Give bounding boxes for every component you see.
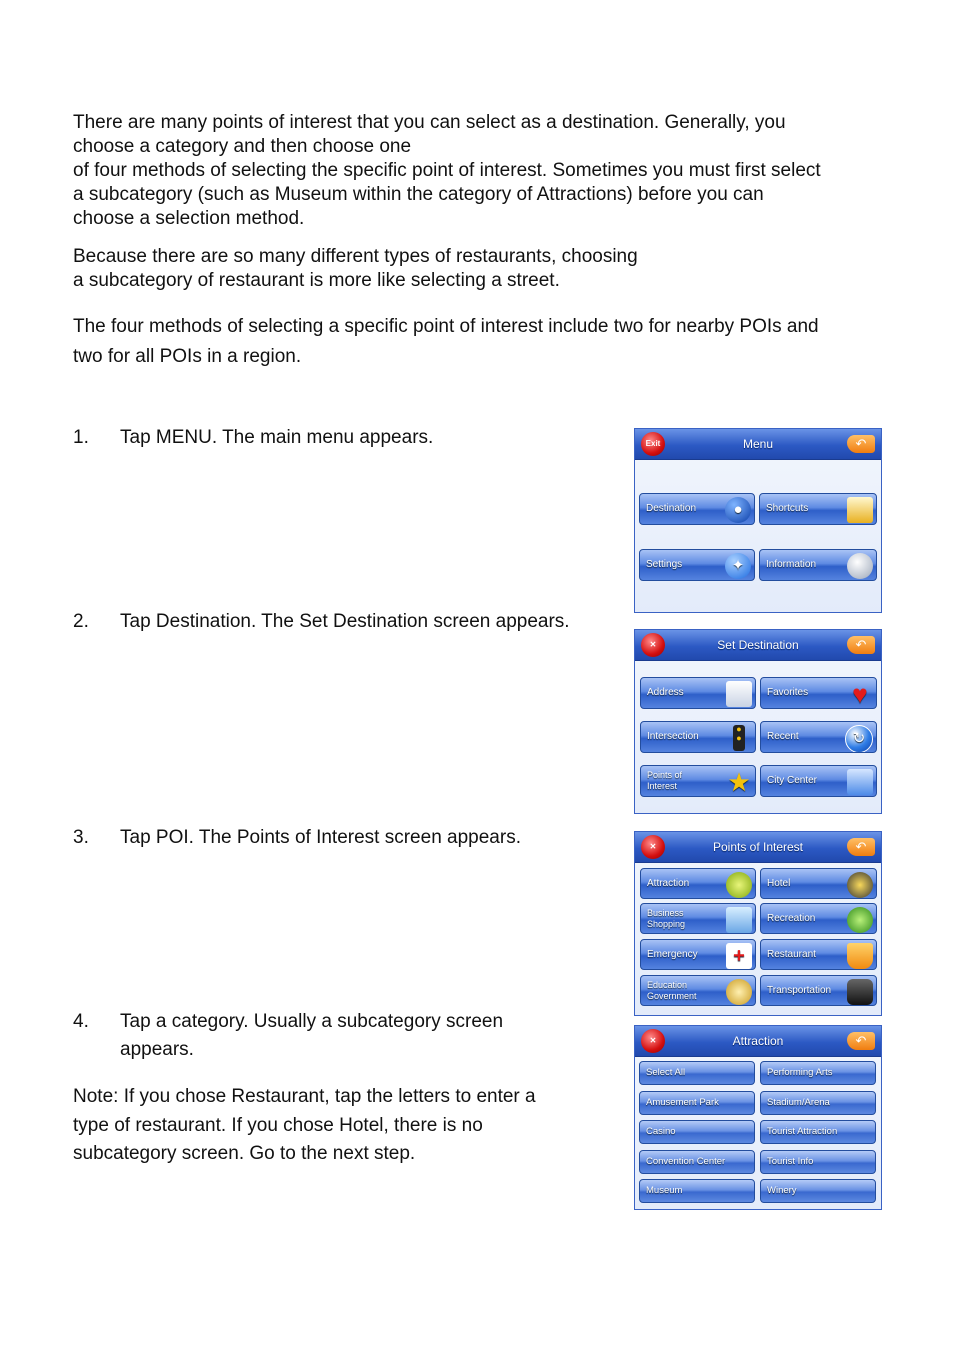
button-label: Points of Interest [647, 770, 683, 791]
step-number: 2. [73, 611, 89, 632]
button-label: Recent [767, 731, 799, 742]
recreation-button[interactable] [760, 903, 877, 934]
text-line: type of restaurant. If you chose Hotel, there is no [73, 1114, 483, 1136]
points-of-interest-button[interactable] [640, 765, 756, 797]
button-label: Restaurant [767, 949, 816, 960]
stadium-arena-button[interactable]: Stadium/Arena [760, 1091, 876, 1115]
education-government-button[interactable] [640, 975, 756, 1006]
step-text: Tap MENU. The main menu appears. [120, 427, 434, 448]
text-line: The four methods of selecting a specific point of interest include two for nearby POIs and [73, 316, 819, 337]
exit-button[interactable]: ✕ [641, 1029, 665, 1053]
restaurant-cup-icon [847, 943, 873, 969]
title-bar [635, 832, 881, 863]
tourist-info-button[interactable]: Tourist Info [760, 1150, 876, 1174]
step-number: 3. [73, 827, 89, 848]
hotel-bellhop-icon [847, 872, 873, 898]
amusement-park-button[interactable]: Amusement Park [639, 1091, 755, 1115]
title-bar [635, 630, 881, 661]
first-aid-icon: + [726, 943, 752, 969]
button-label: City Center [767, 775, 818, 786]
favorites-button[interactable] [760, 677, 877, 709]
button-label: Business Shopping [647, 908, 686, 929]
step-text: Tap Destination. The Set Destination screen appears. [120, 611, 570, 632]
step-4 [73, 1008, 613, 1064]
step-number: 1. [73, 427, 89, 448]
points-of-interest-screenshot [634, 831, 882, 1016]
set-destination-screenshot [634, 629, 882, 814]
button-label: Emergency [647, 949, 698, 960]
text-line: subcategory screen. Go to the next step. [73, 1143, 416, 1164]
screen-title: Attraction [732, 1034, 784, 1048]
step-text [120, 1008, 503, 1064]
step-text-line: Tap a category. Usually a subcategory screen [120, 1011, 504, 1032]
back-arrow-icon[interactable]: ↶ [847, 435, 875, 453]
destination-button[interactable] [639, 493, 755, 525]
car-icon [847, 979, 873, 1005]
theater-masks-icon [726, 872, 752, 898]
text-line: choose a selection method. [73, 208, 305, 229]
recreation-balls-icon [847, 907, 873, 933]
button-label: Education Government [647, 980, 697, 1001]
back-arrow-icon[interactable]: ↶ [847, 838, 875, 856]
title-bar [635, 1026, 881, 1057]
casino-button[interactable]: Casino [639, 1120, 755, 1144]
exit-button[interactable]: ✕ [641, 633, 665, 657]
recent-refresh-icon: ↻ [845, 725, 873, 753]
text-line: choose a category and then choose one [73, 136, 412, 157]
shopping-icon [726, 907, 752, 933]
button-label: Intersection [647, 731, 699, 742]
button-label: Settings [646, 559, 683, 570]
screen-title: Menu [742, 437, 774, 451]
star-icon: ★ [727, 767, 751, 797]
city-center-button[interactable] [760, 765, 877, 797]
text-line: Because there are so many different types of restaurants, choosing [73, 246, 638, 267]
globe-icon: ● [725, 497, 751, 523]
shortcuts-icon [847, 497, 873, 523]
text-line: a subcategory of restaurant is more like selecting a street. [73, 270, 560, 291]
title-bar [635, 429, 881, 460]
intro-paragraph-2 [73, 245, 638, 293]
screen-title: Set Destination [717, 638, 799, 652]
intro-paragraph-3 [73, 312, 819, 372]
text-line: Note: If you chose Restaurant, tap the letters to enter a [73, 1086, 536, 1107]
select-all-button[interactable]: Select All [639, 1061, 755, 1085]
step-text-line: appears. [120, 1039, 194, 1060]
button-label: Hotel [767, 878, 791, 889]
text-line: a subcategory (such as Museum within the category of Attractions) before you can [73, 184, 764, 205]
button-label: Favorites [767, 687, 809, 698]
button-label: Recreation [767, 913, 816, 924]
button-label: Transportation [767, 985, 832, 996]
convention-center-button[interactable]: Convention Center [639, 1150, 755, 1174]
hotel-button[interactable] [760, 868, 877, 899]
restaurant-button[interactable] [760, 939, 877, 970]
button-label: Attraction [647, 878, 690, 889]
tourist-attraction-button[interactable]: Tourist Attraction [760, 1120, 876, 1144]
address-button[interactable] [640, 677, 756, 709]
traffic-light-icon: ● ● [733, 725, 745, 751]
step-2 [73, 608, 623, 636]
button-label: Information [766, 559, 817, 570]
exit-button[interactable]: Exit [641, 432, 665, 456]
attraction-screenshot [634, 1025, 882, 1210]
shortcuts-button[interactable] [759, 493, 877, 525]
exit-button[interactable]: ✕ [641, 835, 665, 859]
recent-button[interactable] [760, 721, 877, 753]
address-card-icon [726, 681, 752, 707]
emergency-button[interactable] [640, 939, 756, 970]
back-arrow-icon[interactable]: ↶ [847, 636, 875, 654]
text-line: There are many points of interest that you can select as a destination. Generally, you [73, 112, 786, 133]
text-line: two for all POIs in a region. [73, 346, 302, 367]
transportation-button[interactable] [760, 975, 877, 1006]
performing-arts-button[interactable]: Performing Arts [760, 1061, 876, 1085]
information-button[interactable] [759, 549, 877, 581]
city-buildings-icon [847, 769, 873, 795]
step-1 [73, 424, 613, 452]
info-device-icon [847, 553, 873, 579]
education-icon [726, 979, 752, 1005]
intersection-button[interactable] [640, 721, 756, 753]
back-arrow-icon[interactable]: ↶ [847, 1032, 875, 1050]
step-text: Tap POI. The Points of Interest screen appears. [120, 827, 521, 848]
heart-icon: ♥ [852, 679, 868, 709]
button-label: Destination [646, 503, 697, 514]
museum-button[interactable]: Museum [639, 1179, 755, 1203]
step-3 [73, 824, 613, 852]
menu-screenshot [634, 428, 882, 613]
text-line: of four methods of selecting the specific point of interest. Sometimes you must first select [73, 160, 821, 181]
screen-title: Points of Interest [712, 840, 804, 854]
tools-icon: ✦ [725, 553, 751, 579]
business-shopping-button[interactable] [640, 903, 756, 934]
settings-button[interactable] [639, 549, 755, 581]
step-number: 4. [73, 1011, 89, 1032]
note-paragraph [73, 1083, 536, 1169]
button-label: Shortcuts [766, 503, 809, 514]
attraction-button[interactable] [640, 868, 756, 899]
intro-paragraph-1 [73, 111, 821, 231]
button-label: Address [647, 687, 684, 698]
winery-button[interactable]: Winery [760, 1179, 876, 1203]
